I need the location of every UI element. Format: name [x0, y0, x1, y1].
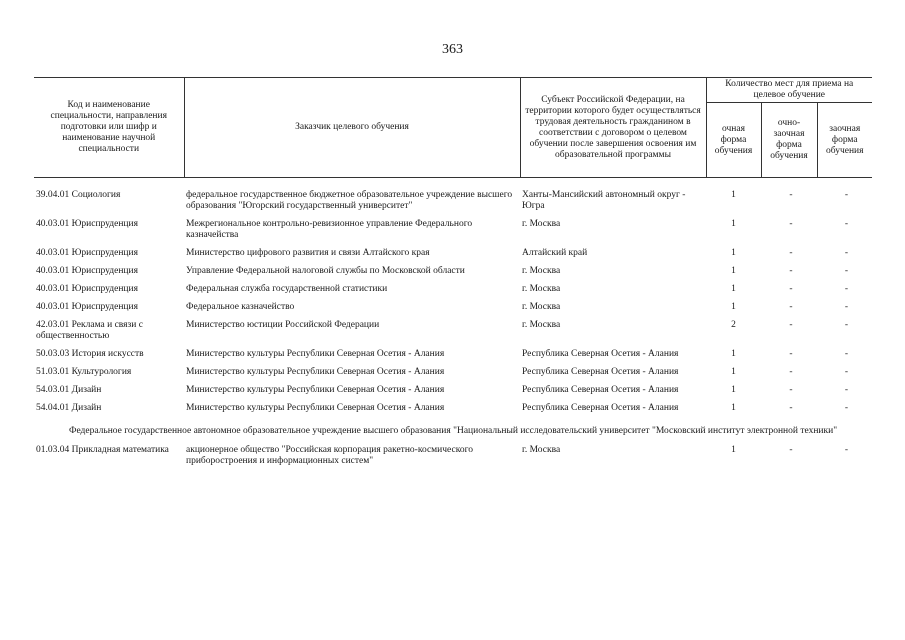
cell-region: Республика Северная Осетия - Алания: [522, 367, 679, 377]
header-specialty: Код и наименование специальности, направления подготовки или шифр и наименование научной специальности: [34, 78, 184, 178]
cell-correspondence: -: [844, 367, 849, 377]
cell-part-time: -: [789, 403, 793, 413]
header-correspondence: заочная форма обучения: [817, 103, 872, 178]
cell-region: г. Москва: [522, 284, 561, 294]
cell-region: Республика Северная Осетия - Алания: [522, 385, 679, 395]
header-full-time: очная форма обучения: [706, 103, 761, 178]
cell-specialty: 51.03.01 Культурология: [36, 367, 132, 377]
cell-specialty: 54.04.01 Дизайн: [36, 403, 102, 413]
cell-region: г. Москва: [522, 266, 561, 276]
cell-part-time: -: [789, 266, 793, 276]
table-row: [34, 302, 872, 320]
cell-region: Ханты-Мансийский автономный округ - Югра: [522, 190, 686, 211]
cell-full-time: 1: [731, 349, 736, 359]
cell-customer: Министерство цифрового развития и связи Алтайского края: [186, 248, 430, 258]
cell-part-time: -: [789, 302, 793, 312]
table-row: [34, 367, 872, 385]
cell-full-time: 1: [731, 219, 736, 229]
cell-specialty: 42.03.01 Реклама и связи с общественностью: [36, 320, 143, 341]
cell-correspondence: -: [844, 266, 849, 276]
header-customer: Заказчик целевого обучения: [184, 78, 520, 178]
cell-correspondence: -: [844, 385, 849, 395]
cell-part-time: -: [789, 248, 793, 258]
cell-part-time: -: [789, 190, 793, 200]
cell-full-time: 1: [731, 367, 736, 377]
cell-full-time: 1: [731, 302, 736, 312]
table-row: [34, 403, 872, 421]
group-heading-row: [34, 421, 872, 445]
cell-correspondence: -: [844, 219, 849, 229]
cell-full-time: 1: [731, 445, 736, 455]
cell-customer: Федеральная служба государственной статистики: [186, 284, 388, 294]
page-number: 363: [442, 42, 463, 57]
cell-specialty: 01.03.04 Прикладная математика: [36, 445, 169, 455]
group-heading: Федеральное государственное автономное образовательное учреждение высшего образования "Национальный исследовательский университет "Московский институт электронной техники": [68, 426, 838, 436]
cell-specialty: 39.04.01 Социология: [36, 190, 121, 200]
table-row: [34, 266, 872, 284]
cell-correspondence: -: [844, 302, 849, 312]
cell-specialty: 40.03.01 Юриспруденция: [36, 284, 138, 294]
cell-full-time: 1: [731, 248, 736, 258]
cell-customer: Министерство культуры Республики Северная Осетия - Алания: [186, 367, 445, 377]
cell-full-time: 2: [731, 320, 736, 330]
header-region: Субъект Российской Федерации, на территории которого будет осуществляться трудовая деятельность гражданином в соответствии с договором о целевом обучении после завершения освоения им образовательной программы: [520, 78, 706, 178]
header-part-time: очно-заочная форма обучения: [761, 103, 817, 178]
cell-specialty: 40.03.01 Юриспруденция: [36, 302, 138, 312]
cell-part-time: -: [789, 349, 793, 359]
cell-specialty: 40.03.01 Юриспруденция: [36, 219, 138, 229]
cell-full-time: 1: [731, 266, 736, 276]
cell-region: Республика Северная Осетия - Алания: [522, 349, 679, 359]
cell-customer: Министерство юстиции Российской Федерации: [186, 320, 380, 330]
cell-part-time: -: [789, 445, 793, 455]
cell-customer: федеральное государственное бюджетное образовательное учреждение высшего образования "Югорский государственный университет": [186, 190, 513, 211]
cell-region: г. Москва: [522, 445, 561, 455]
cell-region: г. Москва: [522, 219, 561, 229]
cell-region: г. Москва: [522, 320, 561, 330]
cell-part-time: -: [789, 219, 793, 229]
cell-customer: акционерное общество "Российская корпорация ракетно-космического приборостроения и информационных систем": [186, 445, 473, 466]
table-row: [34, 349, 872, 367]
table-row: [34, 248, 872, 266]
cell-part-time: -: [789, 284, 793, 294]
table-row: [34, 445, 872, 474]
cell-full-time: 1: [731, 190, 736, 200]
cell-full-time: 1: [731, 403, 736, 413]
cell-correspondence: -: [844, 445, 849, 455]
cell-correspondence: -: [844, 320, 849, 330]
admission-quota-table: [34, 77, 872, 474]
cell-full-time: 1: [731, 284, 736, 294]
cell-specialty: 40.03.01 Юриспруденция: [36, 266, 138, 276]
cell-specialty: 50.03.03 История искусств: [36, 349, 144, 359]
cell-part-time: -: [789, 367, 793, 377]
cell-customer: Межрегиональное контрольно-ревизионное управление Федерального казначейства: [186, 219, 473, 240]
cell-region: Алтайский край: [522, 248, 588, 258]
cell-correspondence: -: [844, 284, 849, 294]
cell-region: Республика Северная Осетия - Алания: [522, 403, 679, 413]
table-row: [34, 219, 872, 248]
table-row: [34, 320, 872, 349]
table-row: [34, 385, 872, 403]
header-places-group: Количество мест для приема на целевое обучение: [706, 78, 872, 103]
cell-customer: Министерство культуры Республики Северная Осетия - Алания: [186, 349, 445, 359]
table-header: [34, 78, 872, 178]
cell-region: г. Москва: [522, 302, 561, 312]
cell-customer: Министерство культуры Республики Северная Осетия - Алания: [186, 385, 445, 395]
cell-customer: Федеральное казначейство: [186, 302, 295, 312]
cell-full-time: 1: [731, 385, 736, 395]
table-row: [34, 178, 872, 220]
cell-part-time: -: [789, 385, 793, 395]
cell-correspondence: -: [844, 248, 849, 258]
cell-correspondence: -: [844, 190, 849, 200]
cell-customer: Управление Федеральной налоговой службы по Московской области: [186, 266, 465, 276]
cell-part-time: -: [789, 320, 793, 330]
cell-specialty: 40.03.01 Юриспруденция: [36, 248, 138, 258]
table-body: [34, 178, 872, 475]
cell-specialty: 54.03.01 Дизайн: [36, 385, 102, 395]
cell-correspondence: -: [844, 349, 849, 359]
cell-customer: Министерство культуры Республики Северная Осетия - Алания: [186, 403, 445, 413]
cell-correspondence: -: [844, 403, 849, 413]
table-row: [34, 284, 872, 302]
